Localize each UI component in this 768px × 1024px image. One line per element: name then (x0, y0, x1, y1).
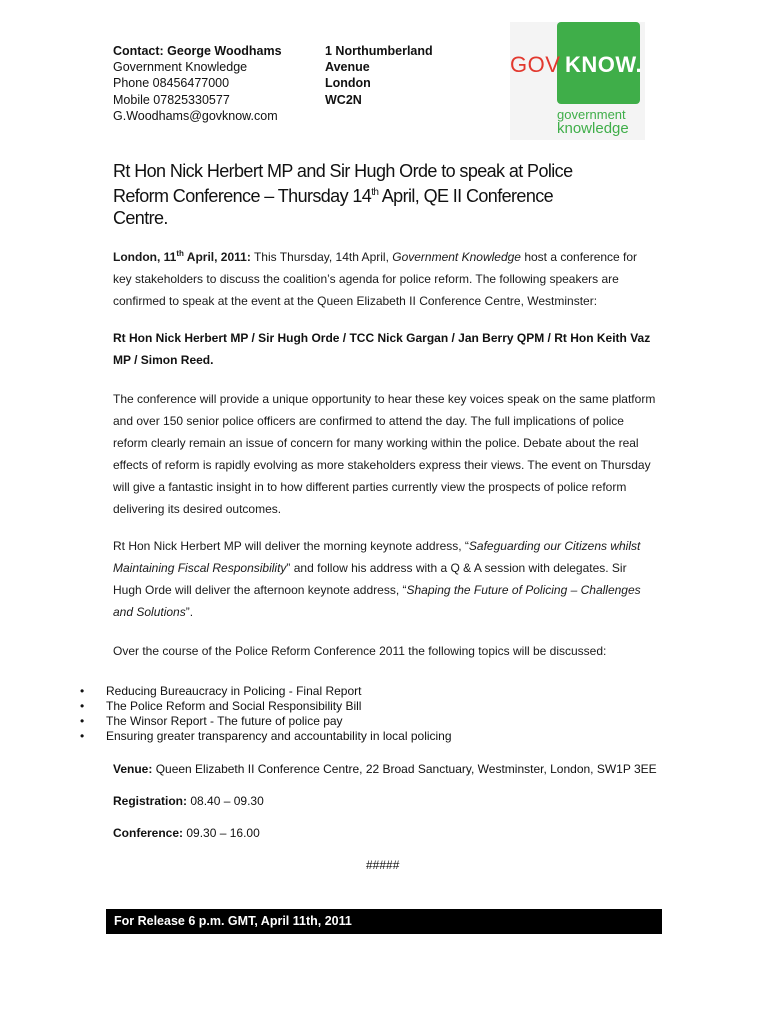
venue-line (113, 762, 657, 776)
keynote-text-mid: ” and follow his address with a Q & A session with delegates. Sir Hugh Orde will deliver the afternoon keynote address, “ (113, 561, 627, 597)
logo-gov-text: GOV (510, 52, 561, 77)
headline-text: Rt Hon Nick Herbert MP and Sir Hugh Orde to speak at Police Reform Conference – Thursday 14 (113, 161, 573, 206)
list-item: • The Winsor Report - The future of police pay (80, 714, 452, 729)
list-item: • The Police Reform and Social Responsibility Bill (80, 699, 452, 714)
contact-email: G.Woodhams@govknow.com (113, 108, 278, 123)
keynote-text-end: ”. (185, 605, 194, 619)
registration-label: Registration: (113, 794, 188, 808)
dateline (113, 250, 251, 264)
address-block (325, 43, 433, 108)
conference-label: Conference: (113, 826, 184, 840)
address-line: Avenue (325, 60, 370, 75)
headline-sup: th (371, 187, 379, 198)
keynote-text: Rt Hon Nick Herbert MP will deliver the morning keynote address, “ (113, 539, 469, 553)
keynote-title-afternoon: Shaping the Future of Policing – Challenges and Solutions (113, 583, 641, 619)
dateline-year: April, 2011: (183, 250, 251, 264)
intro-text-rest: host a conference for key stakeholders to discuss the coalition’s agenda for police reform. The following speakers are confirmed to speak at the event at the Queen Elizabeth II Conference Centre, Westminster: (113, 250, 638, 308)
release-banner: For Release 6 p.m. GMT, April 11th, 2011 (106, 909, 662, 934)
speakers-list: Rt Hon Nick Herbert MP / Sir Hugh Orde / TCC Nick Gargan / Jan Berry QPM / Rt Hon Keith Vaz MP / Simon Reed. (113, 331, 651, 367)
contact-block (113, 43, 282, 124)
registration-value: 08.40 – 09.30 (187, 794, 264, 808)
contact-org: Government Knowledge (113, 60, 248, 75)
registration-line (113, 794, 264, 808)
address-line: WC2N (325, 92, 362, 107)
logo-subtitle-knowledge: knowledge (557, 120, 629, 137)
venue-value: Queen Elizabeth II Conference Centre, 22 Broad Sanctuary, Westminster, London, SW1P 3EE (152, 762, 657, 776)
govknow-logo (510, 22, 645, 140)
contact-heading: Contact: George Woodhams (113, 44, 282, 58)
venue-label: Venue: (113, 762, 153, 776)
intro-paragraph (113, 243, 658, 312)
keynote-title-morning: Safeguarding our Citizens whilst Maintaining Fiscal Responsibility (113, 539, 641, 575)
logo-know-text: KNOW. (565, 52, 643, 77)
topics-intro: Over the course of the Police Reform Conference 2011 the following topics will be discussed: (113, 644, 607, 658)
dateline-text: London, 11 (113, 250, 177, 264)
conference-value: 09.30 – 16.00 (183, 826, 260, 840)
end-marker: ##### (366, 858, 400, 872)
headline-text-end: April, QE II Conference Centre. (113, 186, 554, 228)
press-release-headline (113, 160, 593, 229)
address-line: London (325, 76, 371, 91)
body-paragraph: The conference will provide a unique opportunity to hear these key voices speak on the same platform and over 150 senior police officers are confirmed to attend the day. The full implications of police reform clearly remain an issue of concern for many working within the police. Debate about the real effects of reform is rapidly evolving as more stakeholders express their views. The event on Thursday will give a fantastic insight in to how different parties currently view the prospects of police reform delivering its desired outcomes. (113, 392, 656, 516)
list-item: • Ensuring greater transparency and accountability in local policing (80, 729, 452, 744)
dateline-sup: th (176, 249, 184, 258)
address-line: 1 Northumberland (325, 44, 433, 58)
list-item: • Reducing Bureaucracy in Policing - Final Report (80, 684, 452, 699)
logo-subtitle-government: government (557, 107, 626, 122)
conference-line (113, 826, 260, 840)
keynote-paragraph (113, 535, 658, 623)
contact-mobile: Mobile 07825330577 (113, 92, 230, 107)
contact-phone: Phone 08456477000 (113, 76, 230, 91)
intro-org: Government Knowledge (392, 250, 521, 264)
intro-text: This Thursday, 14th April, (250, 250, 393, 264)
topics-list (80, 684, 452, 744)
